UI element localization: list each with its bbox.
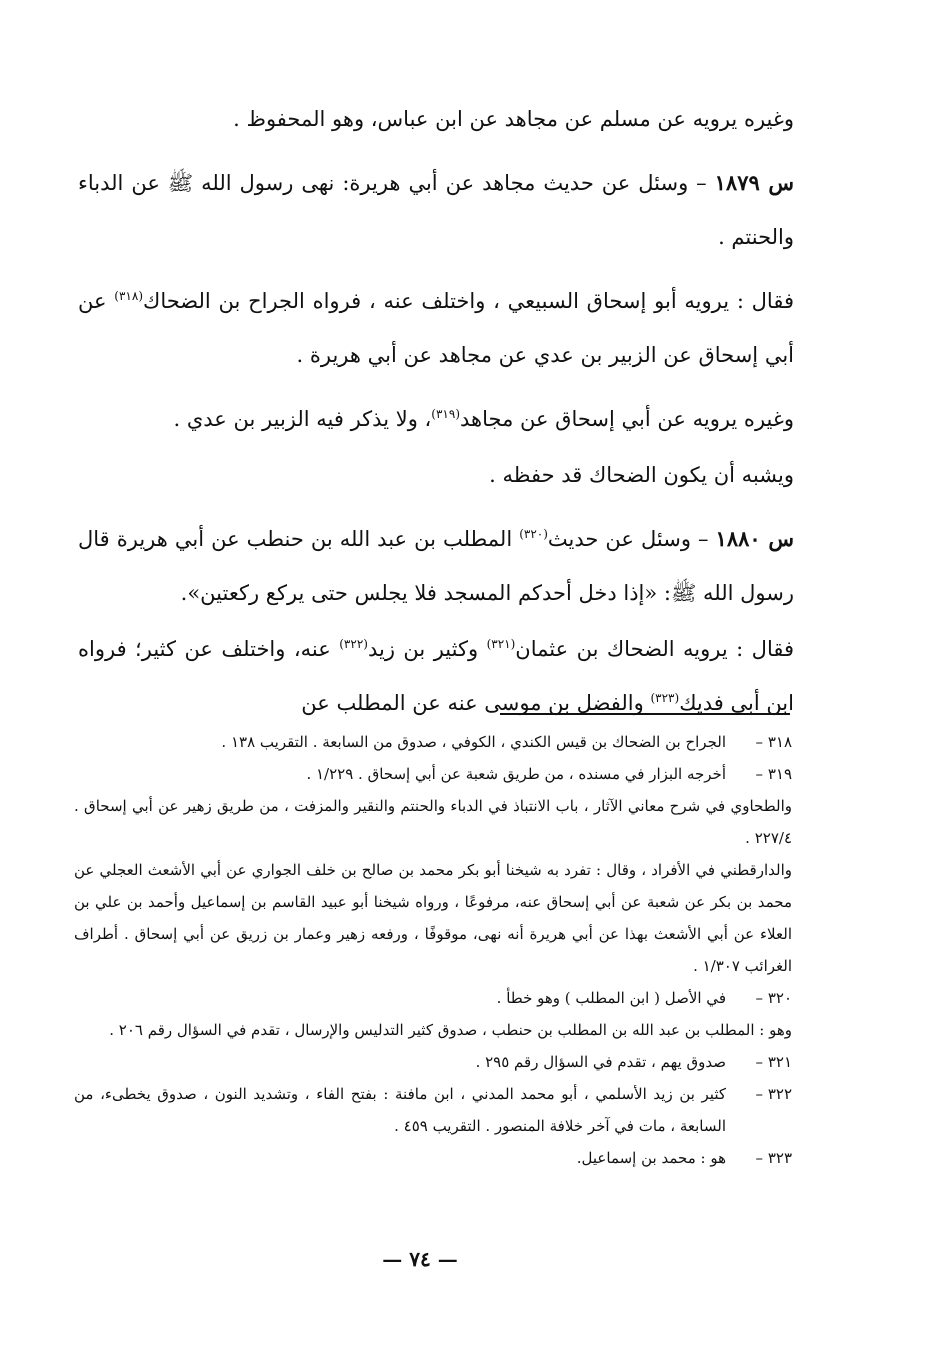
footnote-number: ٣٢٠ – [755,989,792,1007]
question-1880 [78,512,794,620]
footnote-divider [500,713,790,715]
question-1879 [78,156,794,264]
footnote-number: ٣٢٣ – [755,1149,792,1167]
paragraph-7-text-c: عنه، واختلف عن كثير؛ فرواه ابن أبي فديك [78,637,794,715]
question-number-1880: س ١٨٨٠ [715,526,794,551]
paragraph-7-text-b: وكثير بن زيد [367,637,479,661]
main-text [78,92,794,740]
footnote-body [74,1078,726,1142]
footnote-ref-323: (٣٢٣) [650,691,680,705]
footnote-ref-318: (٣١٨) [114,289,144,303]
footnote-322 [74,1078,792,1142]
footnote-ref-320: (٣٢٠) [519,527,548,541]
footnote-ref-321: (٣٢١) [486,637,516,651]
paragraph-1 [78,92,794,146]
page-number: — ٧٤ — [382,1247,458,1271]
footnote-line: الجراح بن الضحاك بن قيس الكندي ، الكوفي ، صدوق من السابعة . التقريب ١٣٨ . [221,733,726,751]
question-1880-text-a: – وسئل عن حديث [547,527,709,551]
footnote-321 [74,1046,792,1078]
question-1879-text: – وسئل عن حديث مجاهد عن أبي هريرة: نهى رسول الله ﷺ عن الدباء والحنتم . [78,171,794,249]
footnote-number: ٣٢١ – [755,1053,792,1071]
question-number-1879: س ١٨٧٩ [714,170,794,195]
paragraph-7-text-a: فقال : يرويه الضحاك بن عثمان [515,637,795,661]
footnote-319-continuation-2: والدارقطني في الأفراد ، وقال : تفرد به شيخنا أبو بكر محمد بن صالح بن خلف الجواري عن أبي الأشعث العجلي عن محمد بن بكر عن شعبة عن أبي إسحاق عنه، مرفوعًا ، ورواه شيخنا أبو عبيد القاسم بن إسماعيل وأحمد بن علي بن العلاء عن أبي الأشعث بهذا عن أبي هريرة أنه نهى، موقوفًا ، ورفعه زهير وعمار بن زريق عن أبي إسحاق . أطراف الغرائب ١/٣٠٧ . [74,861,792,975]
footnote-line: أخرجه البزار في مسنده ، من طريق شعبة عن أبي إسحاق . ١/٢٢٩ . [306,765,726,783]
footnote-body [74,982,726,1014]
footnote-number: ٣٢٢ – [755,1085,792,1103]
footnote-body [74,726,726,758]
footnotes [74,726,792,1174]
footnote-line: في الأصل ( ابن المطلب ) وهو خطأ . [496,989,726,1007]
paragraph-3-text-b: عن أبي إسحاق عن الزبير بن عدي عن مجاهد عن أبي هريرة . [78,289,794,367]
footnote-ref-322: (٣٢٢) [339,637,368,651]
paragraph-4-text-b: ، ولا يذكر فيه الزبير بن عدي . [173,407,432,431]
footnote-ref-319: (٣١٩) [431,407,461,421]
footnote-number: ٣١٩ – [755,765,792,783]
paragraph-7-text-d: والفضل بن موسى عنه عن المطلب عن [301,691,644,715]
footnote-319 [74,758,792,790]
paragraph-1-text: وغيره يرويه عن مسلم عن مجاهد عن ابن عباس، وهو المحفوظ . [233,107,794,131]
paragraph-4 [78,392,794,446]
footnote-body [74,1046,726,1078]
footnote-320 [74,982,792,1014]
footnote-323 [74,1142,792,1174]
paragraph-3-text-a: فقال : يرويه أبو إسحاق السبيعي ، واختلف عنه ، فرواه الجراح بن الضحاك [143,289,794,313]
footnote-318 [74,726,792,758]
paragraph-4-text-a: وغيره يرويه عن أبي إسحاق عن مجاهد [460,407,794,431]
question-1880-text-b: المطلب بن عبد الله بن حنطب عن أبي هريرة قال رسول الله ﷺ: «إذا دخل أحدكم المسجد فلا يجلس حتى يركع ركعتين». [78,527,794,605]
footnote-319-continuation-1: والطحاوي في شرح معاني الآثار ، باب الانتباذ في الدباء والحنتم والنقير والمزفت ، من طريق زهير عن أبي إسحاق . ٢٢٧/٤ . [74,797,792,847]
paragraph-3 [78,274,794,382]
footnote-body [74,758,726,790]
footnote-number: ٣١٨ – [755,733,792,751]
footnote-line: هو : محمد بن إسماعيل. [576,1149,726,1167]
footnote-line: كثير بن زيد الأسلمي ، أبو محمد المدني ، ابن مافنة : بفتح الفاء ، وتشديد النون ، صدوق يخطىء، من السابعة ، مات في آخر خلافة المنصور . التقريب ٤٥٩ . [74,1085,726,1135]
footnote-line: صدوق يهم ، تقدم في السؤال رقم ٢٩٥ . [475,1053,726,1071]
footnote-320-continuation-1: وهو : المطلب بن عبد الله بن المطلب بن حنطب ، صدوق كثير التدليس والإرسال ، تقدم في السؤال رقم ٢٠٦ . [109,1021,792,1039]
paragraph-5-text: ويشبه أن يكون الضحاك قد حفظه . [489,463,794,487]
footnote-body [74,1142,726,1174]
paragraph-5 [78,448,794,502]
